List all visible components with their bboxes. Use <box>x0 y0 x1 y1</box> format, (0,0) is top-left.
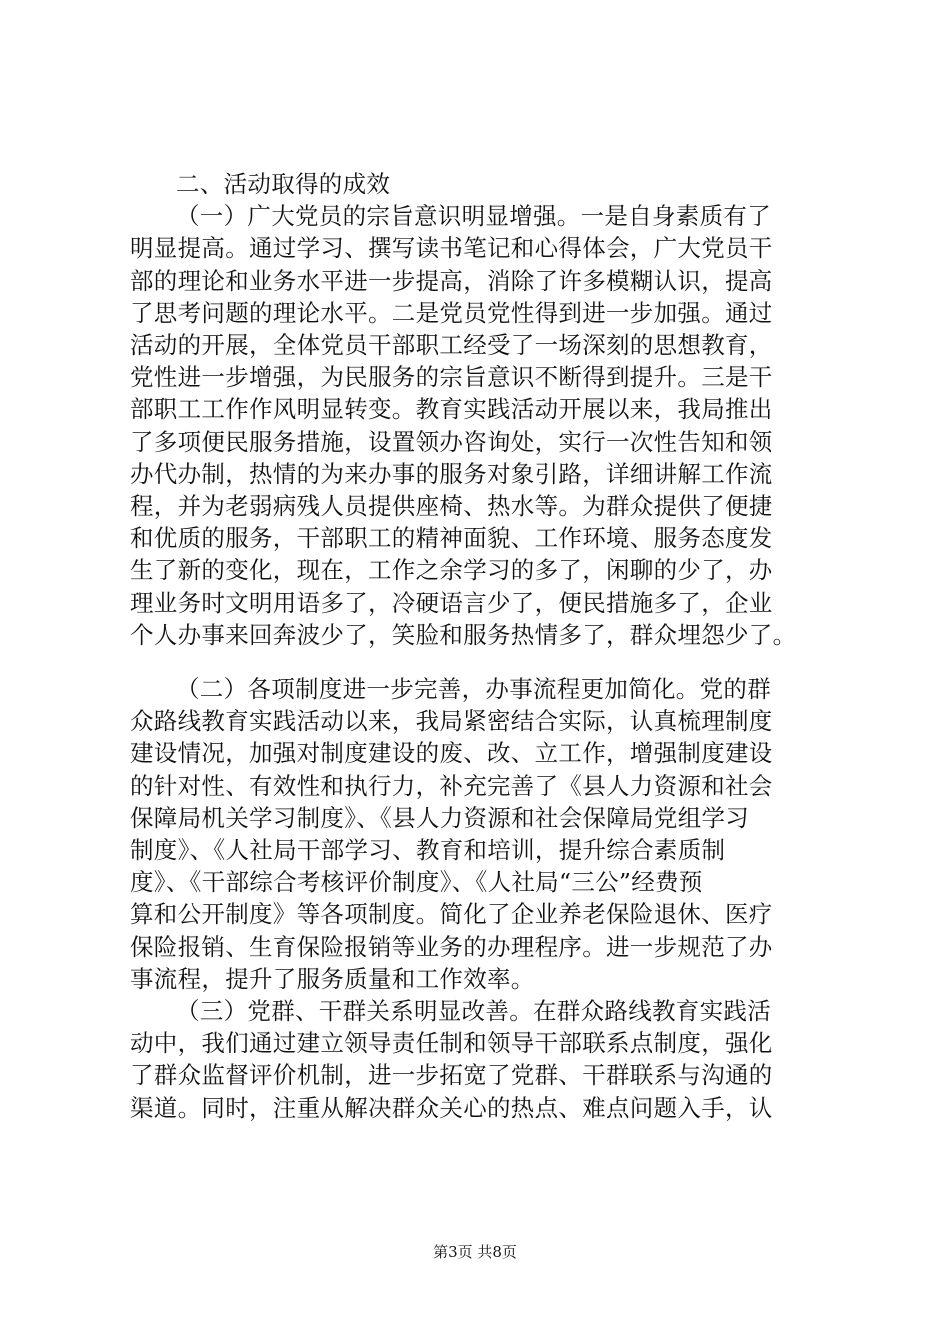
paragraph-line: 程，并为老弱病残人员提供座椅、热水等。为群众提供了便捷 <box>130 492 773 520</box>
paragraph-line: （二）各项制度进一步完善，办事流程更加简化。党的群 <box>176 675 771 703</box>
paragraph-line: 算和公开制度》等各项制度。简化了企业养老保险退休、医疗 <box>130 900 773 928</box>
paragraph-line: 理业务时文明用语多了，冷硬语言少了，便民措施多了，企业 <box>130 589 773 617</box>
paragraph-line: 了多项便民服务措施，设置领办咨询处，实行一次性告知和领 <box>130 428 773 456</box>
paragraph-line: 保险报销、生育保险报销等业务的办理程序。进一步规范了办 <box>130 933 773 961</box>
paragraph-line: 生了新的变化，现在，工作之余学习的多了，闲聊的少了，办 <box>130 556 773 584</box>
paragraph-line: 事流程，提升了服务质量和工作效率。 <box>130 965 535 993</box>
paragraph-line: （三）党群、干群关系明显改善。在群众路线教育实践活 <box>176 997 771 1025</box>
section-heading: 二、活动取得的成效 <box>176 170 391 198</box>
paragraph-line: 保障局机关学习制度》、《县人力资源和社会保障局党组学习 <box>130 804 750 832</box>
paragraph-line: 了群众监督评价机制，进一步拓宽了党群、干群联系与沟通的 <box>130 1061 773 1089</box>
paragraph-line: 部的理论和业务水平进一步提高，消除了许多模糊认识，提高 <box>130 267 773 295</box>
paragraph-line: 党性进一步增强，为民服务的宗旨意识不断得到提升。三是干 <box>130 363 773 391</box>
paragraph-line: 渠道。同时，注重从解决群众关心的热点、难点问题入手，认 <box>130 1094 773 1122</box>
paragraph-line: 度》、《干部综合考核评价制度》、《人社局“三公”经费预 <box>130 868 703 896</box>
page-number-footer: 第3页 共8页 <box>433 1243 517 1261</box>
paragraph-line: 的针对性、有效性和执行力，补充完善了《县人力资源和社会 <box>130 772 773 800</box>
paragraph-line: 了思考问题的理论水平。二是党员党性得到进一步加强。通过 <box>130 299 773 327</box>
paragraph-line: 建设情况，加强对制度建设的废、改、立工作，增强制度建设 <box>130 739 773 767</box>
paragraph-line: 众路线教育实践活动以来，我局紧密结合实际，认真梳理制度 <box>130 707 773 735</box>
paragraph-line: 和优质的服务，干部职工的精神面貌、工作环境、服务态度发 <box>130 524 773 552</box>
paragraph-line: 活动的开展，全体党员干部职工经受了一场深刻的思想教育， <box>130 331 773 359</box>
paragraph-line: 个人办事来回奔波少了，笑脸和服务热情多了，群众埋怨少了。 <box>130 621 797 649</box>
paragraph-line: （一）广大党员的宗旨意识明显增强。一是自身素质有了 <box>176 202 771 230</box>
paragraph-line: 部职工工作作风明显转变。教育实践活动开展以来，我局推出 <box>130 395 773 423</box>
paragraph-line: 办代办制，热情的为来办事的服务对象引路，详细讲解工作流 <box>130 460 773 488</box>
paragraph-line: 明显提高。通过学习、撰写读书笔记和心得体会，广大党员干 <box>130 234 773 262</box>
paragraph-line: 动中，我们通过建立领导责任制和领导干部联系点制度，强化 <box>130 1029 773 1057</box>
paragraph-line: 制度》、《人社局干部学习、教育和培训，提升综合素质制 <box>130 836 726 864</box>
